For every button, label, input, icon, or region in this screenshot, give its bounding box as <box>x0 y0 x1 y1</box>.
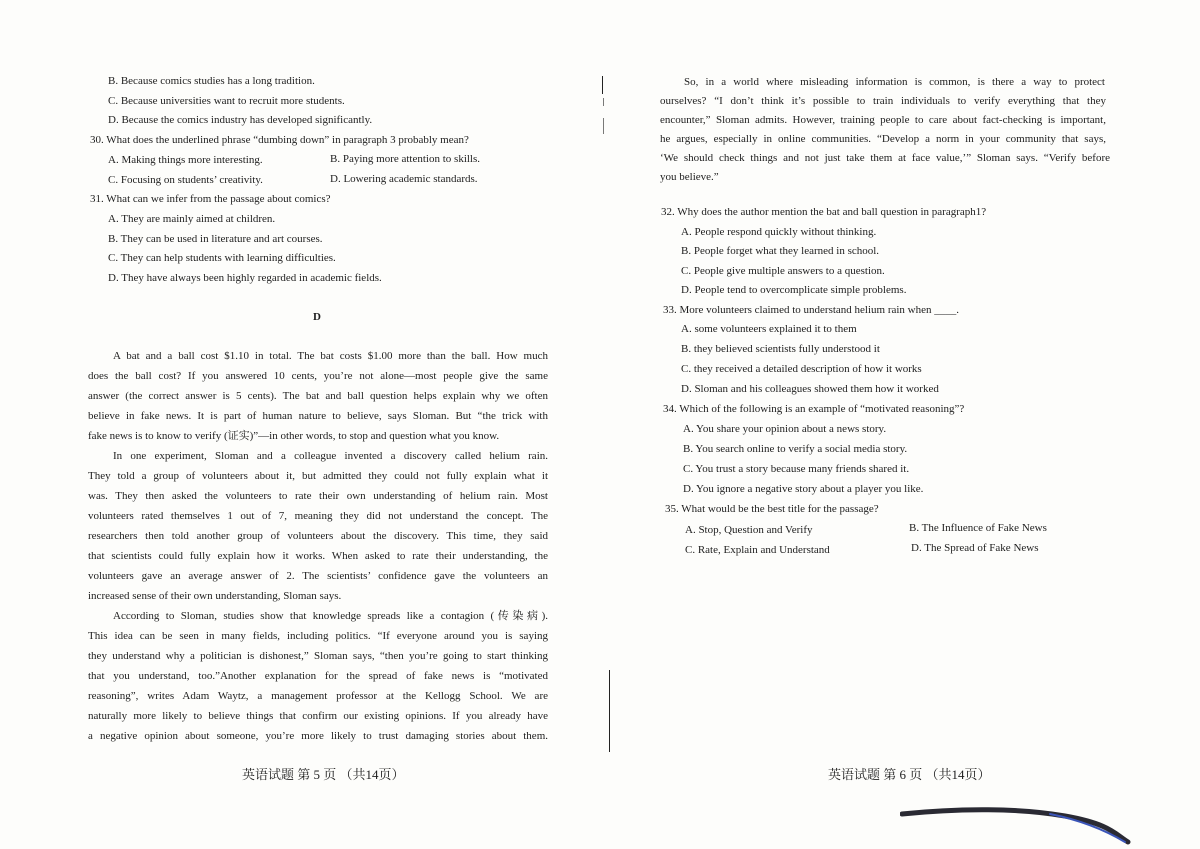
q30-option-a: A. Making things more interesting. <box>108 154 263 166</box>
q30-option-b: B. Paying more attention to skills. <box>330 153 481 165</box>
q33-option-c: C. they received a detailed description of how it works <box>681 363 922 375</box>
passage-line: does the ball cost? If you answered 10 cents, you’re not alone—most people give the same <box>88 370 548 382</box>
passage-line: encounter,” Sloman admits. However, training people to care about fact-checking is important, <box>660 114 1106 126</box>
q32-stem: 32. Why does the author mention the bat and ball question in paragraph1? <box>661 206 987 218</box>
passage-line: In one experiment, Sloman and a colleague invented a discovery called helium rain. <box>113 450 548 462</box>
passage-line: you believe.” <box>660 171 719 183</box>
q33-option-a: A. some volunteers explained it to them <box>681 323 857 335</box>
q31-option-b: B. They can be used in literature and art courses. <box>108 233 323 245</box>
passage-line: they understand why a politician is dishonest,” Sloman says, “then you’re going to start thinking <box>88 650 548 662</box>
passage-line: A bat and a ball cost $1.10 in total. The bat costs $1.00 more than the ball. How much <box>113 350 548 362</box>
q35-option-c: C. Rate, Explain and Understand <box>685 544 830 556</box>
passage-line: answer (the correct answer is 5 cents). The bat and ball question helps explain why we often <box>88 390 548 402</box>
page-footer: 英语试题 第 5 页 （共14页） <box>242 767 405 782</box>
page-footer: 英语试题 第 6 页 （共14页） <box>828 767 991 782</box>
passage-line: he argues, especially in online communities. “Develop a norm in your community that says, <box>660 133 1106 145</box>
passage-line: So, in a world where misleading information is common, is there a way to protect <box>684 76 1105 88</box>
q32-option-c: C. People give multiple answers to a question. <box>681 265 885 277</box>
passage-line: was. They then asked the volunteers to rate their own understanding of helium rain. Most <box>88 490 548 502</box>
passage-line: naturally more likely to believe things that confirm our existing opinions. If you already have <box>88 710 548 722</box>
q35-option-d: D. The Spread of Fake News <box>911 542 1039 554</box>
passage-line: that scientists could fully explain how it works. When asked to rate their understanding, the <box>88 550 548 562</box>
q32-option-b: B. People forget what they learned in school. <box>681 245 880 257</box>
right-page <box>600 0 1200 849</box>
q34-option-c: C. You trust a story because many friends shared it. <box>683 463 910 475</box>
q33-option-b: B. they believed scientists fully understood it <box>681 343 880 355</box>
q32-option-a: A. People respond quickly without thinking. <box>681 226 877 238</box>
passage-line: reasoning”, writes Adam Waytz, a management professor at the Kellogg School. We are <box>88 690 548 702</box>
q31-option-d: D. They have always been highly regarded in academic fields. <box>108 272 382 284</box>
q30-option-d: D. Lowering academic standards. <box>330 173 478 185</box>
q34-option-a: A. You share your opinion about a news story. <box>683 423 887 435</box>
q33-stem: 33. More volunteers claimed to understand helium rain when ____. <box>663 304 960 316</box>
q31-option-a: A. They are mainly aimed at children. <box>108 213 276 225</box>
passage-line: They told a group of volunteers about it, but admitted they could not fully explain what it <box>88 470 548 482</box>
q31-stem: 31. What can we infer from the passage about comics? <box>90 193 331 205</box>
q31-option-c: C. They can help students with learning difficulties. <box>108 252 336 264</box>
q34-stem: 34. Which of the following is an example of “motivated reasoning”? <box>663 403 965 415</box>
passage-line: ourselves? “I don’t think it’s possible to train individuals to verify everything that they <box>660 95 1106 107</box>
passage-line: a negative opinion about someone, you’re more likely to trust damaging stories about them. <box>88 730 548 742</box>
q34-option-d: D. You ignore a negative story about a player you like. <box>683 483 924 495</box>
q30-stem: 30. What does the underlined phrase “dumbing down” in paragraph 3 probably mean? <box>90 134 469 146</box>
q33-option-d: D. Sloman and his colleagues showed them how it worked <box>681 383 939 395</box>
passage-line: researchers then told another group of volunteers about the discovery. This time, they said <box>88 530 548 542</box>
q29-option-c: C. Because universities want to recruit more students. <box>108 95 345 107</box>
pen-stroke-mark <box>900 800 1160 848</box>
passage-line: that you understand, too.”Another explanation for the spread of fake news is “motivated <box>88 670 548 682</box>
q35-option-b: B. The Influence of Fake News <box>909 522 1047 534</box>
q32-option-d: D. People tend to overcomplicate simple problems. <box>681 284 907 296</box>
q30-option-c: C. Focusing on students’ creativity. <box>108 174 263 186</box>
q29-option-d: D. Because the comics industry has developed significantly. <box>108 114 373 126</box>
q35-stem: 35. What would be the best title for the passage? <box>665 503 879 515</box>
section-heading: D <box>313 311 321 323</box>
passage-line: volunteers gave an average answer of 2. The scientists’ confidence gave the volunteers an <box>88 570 548 582</box>
passage-line: fake news is to know to verify (证实)”—in other words, to stop and question what you know. <box>88 430 500 442</box>
passage-line: increased sense of their own understanding, Sloman says. <box>88 590 342 602</box>
passage-line: ‘We should check things and not just take them at face value,’” Sloman says. “Verify before <box>660 152 1110 164</box>
q29-option-b: B. Because comics studies has a long tradition. <box>108 75 315 87</box>
q34-option-b: B. You search online to verify a social media story. <box>683 443 908 455</box>
passage-line: According to Sloman, studies show that knowledge spreads like a contagion (传染病). <box>113 610 548 622</box>
q35-option-a: A. Stop, Question and Verify <box>685 524 813 536</box>
passage-line: volunteers rated themselves 1 out of 7, meaning they did not understand the concept. The <box>88 510 548 522</box>
passage-line: This idea can be seen in many fields, including politics. “If everyone around you is saying <box>88 630 548 642</box>
passage-line: believe in fake news. It is part of human nature to believe, says Sloman. But “the trick with <box>88 410 548 422</box>
